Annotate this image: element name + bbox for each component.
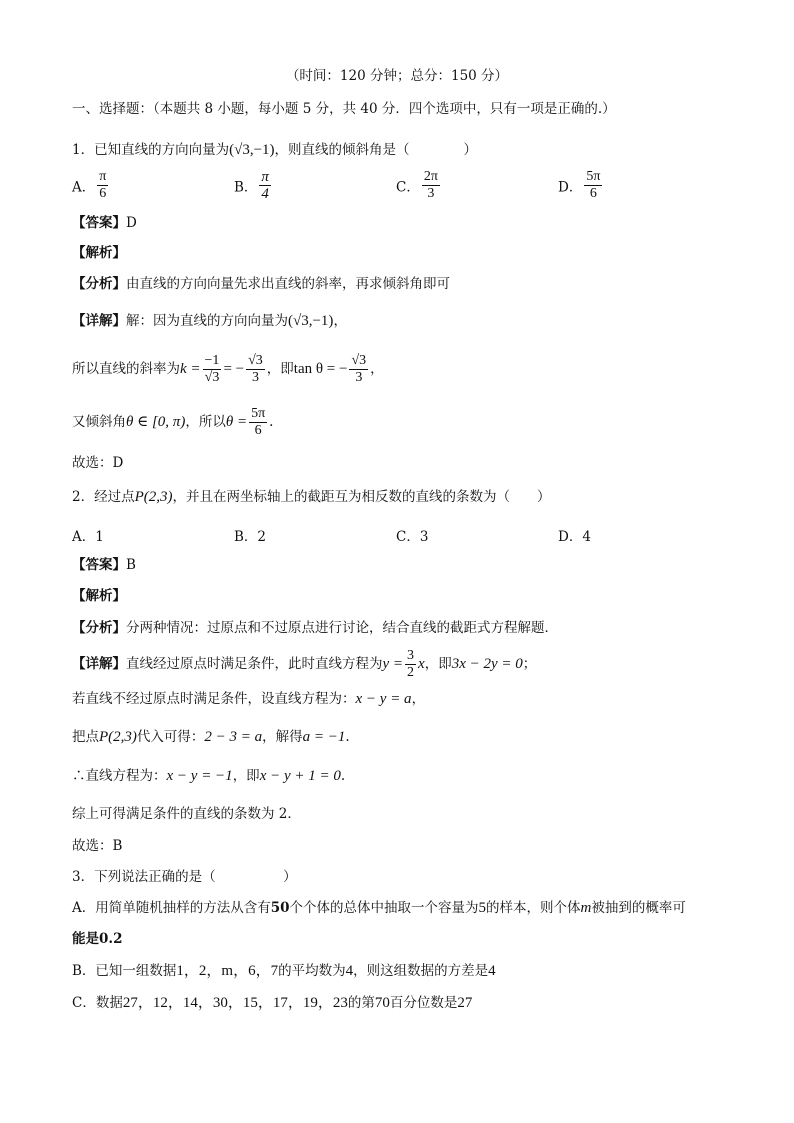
q3-option-c	[72, 993, 472, 1013]
denominator: 3	[355, 370, 363, 385]
answer-value: D	[126, 215, 137, 231]
q2-option-a: A．1	[72, 529, 104, 545]
numerator: √3	[248, 353, 263, 368]
numerator: 2π	[423, 169, 438, 184]
option-label: C．	[396, 179, 420, 196]
q2-xiangjie	[72, 648, 536, 681]
equation: 3x − 2y = 0	[451, 656, 523, 672]
denominator: 3	[251, 370, 259, 385]
q3-option-a-line2	[72, 929, 123, 949]
question-3-stem: 3．下列说法正确的是（ ）	[72, 869, 297, 885]
point: P(2,3)	[99, 729, 137, 745]
number: 70	[374, 995, 390, 1011]
q2-option-c: C．3	[396, 529, 429, 545]
solution: a = −1	[302, 729, 346, 745]
text: 代入可得：	[136, 729, 205, 745]
question-1-stem	[72, 140, 477, 160]
analysis-tag: 【解析】	[72, 588, 126, 604]
text: 个个体的总体中抽取一个容量为	[289, 900, 479, 916]
xiangjie-text: 直线经过原点时满足条件，此时直线方程为	[126, 656, 383, 672]
q3-option-b	[72, 961, 496, 981]
text: ，则这组数据的方差是	[353, 963, 489, 979]
text: A．用简单随机抽样的方法从含有	[72, 900, 271, 916]
denominator: 6	[254, 423, 262, 438]
numerator: −1	[204, 353, 220, 368]
fenxi-tag: 【分析】	[72, 620, 126, 636]
text: 被抽到的概率可	[591, 900, 686, 916]
question-2-stem	[72, 487, 551, 507]
fraction	[349, 353, 368, 386]
text: 把点	[72, 729, 99, 745]
fenxi-text: 由直线的方向向量先求出直线的斜率，再求倾斜角即可	[126, 276, 450, 292]
numerator: 5π	[251, 406, 266, 421]
numerator: π	[99, 169, 107, 184]
number: 27	[457, 995, 473, 1011]
text: 百分位数是	[389, 995, 458, 1011]
text: ，所以	[185, 414, 226, 430]
q1-xiangjie	[72, 311, 347, 331]
q2-stem-tail: ，并且在两坐标轴上的截距互为相反数的直线的条数为（ ）	[172, 489, 551, 505]
text: 能是0.2	[72, 931, 123, 947]
q1-stem-text: 1．已知直线的方向向量为	[72, 142, 230, 158]
equation: 2 − 3 = a	[204, 729, 263, 745]
punct: ，	[333, 313, 347, 329]
text: 的平均数为	[278, 963, 346, 979]
punct: .	[340, 768, 346, 784]
text: 若直线不经过原点时满足条件，设直线方程为：	[72, 691, 356, 707]
fraction	[249, 406, 267, 439]
q2-line-4	[72, 766, 345, 786]
text: ，即	[424, 656, 452, 672]
number: 50	[270, 900, 290, 916]
q1-option-c	[396, 169, 442, 202]
q2-fenxi	[72, 618, 558, 638]
q1-option-a	[72, 169, 110, 202]
y-eq: y =	[382, 656, 404, 672]
q2-stem-text: 2．经过点	[72, 489, 135, 505]
q1-slope-line	[72, 352, 384, 386]
q2-answer	[72, 555, 136, 575]
text: 的样本，则个体	[486, 900, 581, 916]
text: ，解得	[262, 729, 303, 745]
denominator: 6	[589, 186, 597, 201]
exam-meta: （时间：120 分钟；总分：150 分）	[285, 68, 509, 84]
q2-choose: 故选：B	[72, 838, 123, 854]
punct: ；	[522, 656, 537, 672]
number: 5	[478, 900, 487, 916]
theta-eq: θ =	[225, 414, 248, 430]
k-symbol: k =	[180, 361, 201, 377]
fraction	[97, 169, 108, 202]
numerator: π	[261, 169, 269, 185]
text: C．数据	[72, 995, 123, 1011]
q2-line-3	[72, 727, 350, 747]
denominator: √3	[204, 370, 220, 385]
punct: ，	[411, 691, 426, 707]
denominator: 6	[99, 186, 107, 201]
numerator: √3	[351, 353, 367, 368]
punct: .	[269, 414, 274, 430]
denominator: 4	[261, 186, 269, 202]
variable: m	[580, 900, 592, 916]
fraction	[246, 353, 265, 386]
q2-line-5: 综上可得满足条件的直线的条数为 2．	[72, 806, 301, 822]
number: 4	[488, 963, 496, 979]
number: 4	[345, 963, 354, 979]
analysis-tag: 【解析】	[72, 245, 126, 261]
answer-tag: 【答案】	[72, 215, 126, 231]
x-var: x	[418, 656, 425, 672]
angle-set: θ ∈ [0, π)	[126, 414, 186, 430]
text: 的第	[347, 995, 375, 1011]
option-label: A．	[72, 179, 96, 196]
equation: x − y + 1 = 0	[259, 768, 341, 784]
text: ，即	[266, 361, 294, 377]
denominator: 2	[407, 665, 415, 680]
q1-choose: 故选：D	[72, 455, 124, 471]
data-list: 27，12，14，30，15，17，19，23	[122, 995, 348, 1011]
denominator: 3	[427, 186, 435, 201]
q1-option-b	[234, 169, 273, 202]
answer-tag: 【答案】	[72, 557, 126, 573]
equals-neg: = −	[223, 361, 245, 377]
fraction	[584, 169, 602, 202]
text: 所以直线的斜率为	[72, 361, 180, 377]
q1-answer	[72, 213, 137, 233]
q2-analysis-tag	[72, 586, 126, 606]
answer-value: B	[126, 557, 136, 573]
text: ，即	[232, 768, 260, 784]
q1-analysis-tag	[72, 243, 126, 263]
data-list: 1，2，m，6，7	[176, 963, 279, 979]
q1-angle-line	[72, 405, 273, 439]
q2-option-d: D．4	[558, 529, 591, 545]
fenxi-tag: 【分析】	[72, 276, 126, 292]
fraction	[422, 169, 440, 202]
tan-expr: tan θ = −	[293, 361, 348, 377]
q2-line-2	[72, 689, 425, 709]
numerator: 3	[407, 648, 415, 663]
numerator: 5π	[586, 169, 601, 184]
xiangjie-tag: 【详解】	[72, 313, 126, 329]
fenxi-text: 分两种情况：过原点和不过原点进行讨论，结合直线的截距式方程解题．	[126, 620, 558, 636]
fraction	[405, 648, 416, 681]
fraction	[259, 169, 271, 202]
text: 又倾斜角	[72, 414, 126, 430]
xiangjie-vector: (√3,−1)	[288, 313, 334, 329]
xiangjie-text: 解：因为直线的方向向量为	[126, 313, 288, 329]
punct: .	[345, 729, 350, 745]
equation: x − y = −1	[166, 768, 233, 784]
option-label: B．	[234, 179, 258, 196]
text: ∴直线方程为：	[72, 768, 167, 784]
punct: ，	[370, 361, 384, 377]
q2-point: P(2,3)	[134, 489, 173, 505]
xiangjie-tag: 【详解】	[72, 656, 126, 672]
q2-option-b: B．2	[234, 529, 267, 545]
q3-option-a-line1	[72, 898, 686, 918]
q1-stem-tail: ，则直线的倾斜角是（ ）	[274, 142, 478, 158]
section-title: 一、选择题：（本题共 8 小题，每小题 5 分，共 40 分．四个选项中，只有一项是正确的.）	[72, 101, 616, 117]
q1-fenxi	[72, 274, 450, 294]
option-label: D．	[558, 179, 583, 196]
equation: x − y = a	[355, 691, 412, 707]
q1-option-d	[558, 169, 604, 202]
text: B．已知一组数据	[72, 963, 177, 979]
q1-vector: (√3,−1)	[229, 142, 275, 158]
fraction	[203, 353, 222, 386]
